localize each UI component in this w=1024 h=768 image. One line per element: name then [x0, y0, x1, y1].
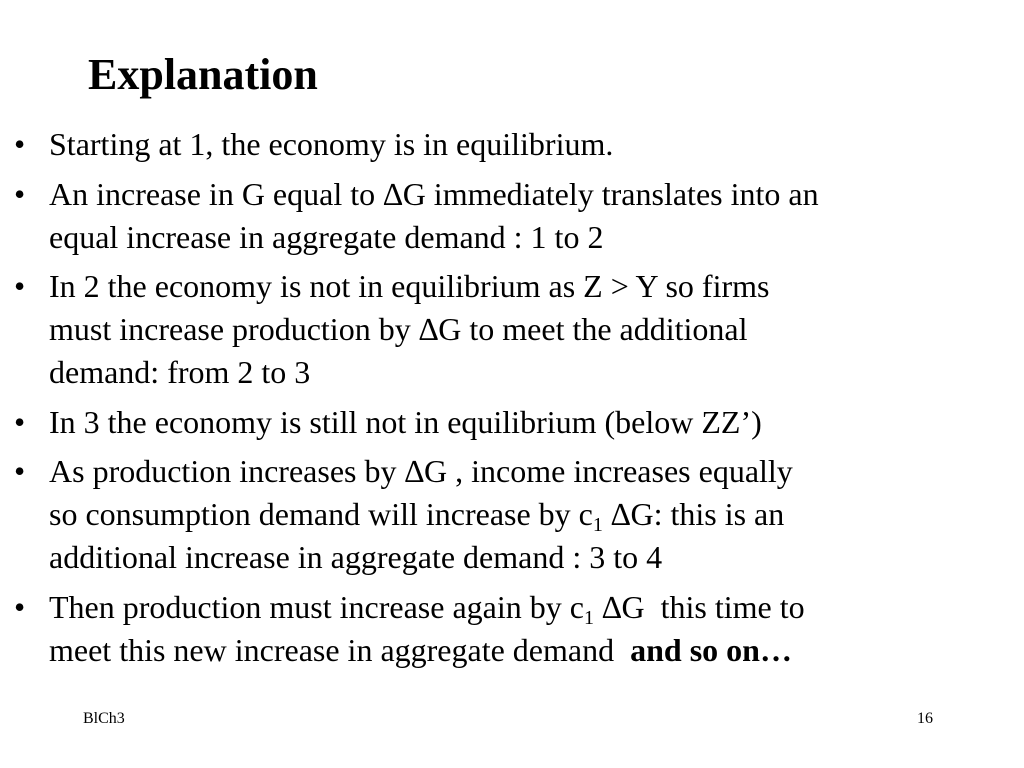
- bullet-dot: •: [14, 175, 26, 212]
- bullet-item: [14, 401, 1014, 444]
- slide-title: Explanation: [88, 50, 318, 99]
- subscript: 1: [583, 606, 594, 629]
- bullet-item: [14, 173, 1014, 259]
- bullet-dot: •: [14, 403, 26, 440]
- footer-label: BlCh3: [83, 710, 125, 727]
- bullet-item: [14, 265, 1014, 394]
- bullet-text: [49, 265, 1014, 394]
- bullet-dot: •: [14, 126, 26, 162]
- text-segment: so consumption demand will increase by c: [49, 496, 593, 532]
- slide-number: 16: [917, 710, 933, 727]
- emphasis-text: and so on…: [630, 631, 792, 668]
- bullet-item: [14, 586, 1014, 672]
- bullet-text: [49, 123, 1014, 166]
- bullet-line: As production increases by ∆G , income increases equally: [49, 453, 793, 489]
- bullet-line: In 3 the economy is still not in equilibrium (below ZZ’): [49, 403, 762, 440]
- text-segment: Then production must increase again by c: [49, 588, 584, 625]
- bullet-line: [49, 493, 1014, 536]
- bullet-line: In 2 the economy is not in equilibrium as Z > Y so firms: [49, 268, 770, 304]
- bullet-line: equal increase in aggregate demand : 1 to 2: [49, 218, 604, 255]
- text-segment: meet this new increase in aggregate demand: [49, 631, 631, 668]
- bullet-list: [14, 123, 1014, 678]
- bullet-line: additional increase in aggregate demand : 3 to 4: [49, 539, 663, 575]
- bullet-dot: •: [14, 268, 26, 304]
- bullet-dot: •: [14, 453, 26, 489]
- bullet-item: [14, 450, 1014, 579]
- bullet-line: must increase production by ∆G to meet the additional: [49, 311, 748, 347]
- bullet-item: [14, 123, 1014, 166]
- bullet-dot: •: [14, 588, 26, 625]
- bullet-text: [49, 173, 1014, 259]
- bullet-line: [49, 586, 1014, 629]
- bullet-line: [49, 629, 1014, 672]
- bullet-line: demand: from 2 to 3: [49, 354, 311, 390]
- bullet-text: [49, 401, 1014, 444]
- text-segment: ∆G: this is an: [602, 496, 785, 532]
- bullet-line: Starting at 1, the economy is in equilibrium.: [49, 126, 614, 162]
- bullet-text: [49, 450, 1014, 579]
- text-segment: ∆G this time to: [593, 588, 805, 625]
- bullet-line: An increase in G equal to ∆G immediately translates into an: [49, 175, 819, 212]
- subscript: 1: [592, 514, 603, 536]
- bullet-text: [49, 586, 1014, 672]
